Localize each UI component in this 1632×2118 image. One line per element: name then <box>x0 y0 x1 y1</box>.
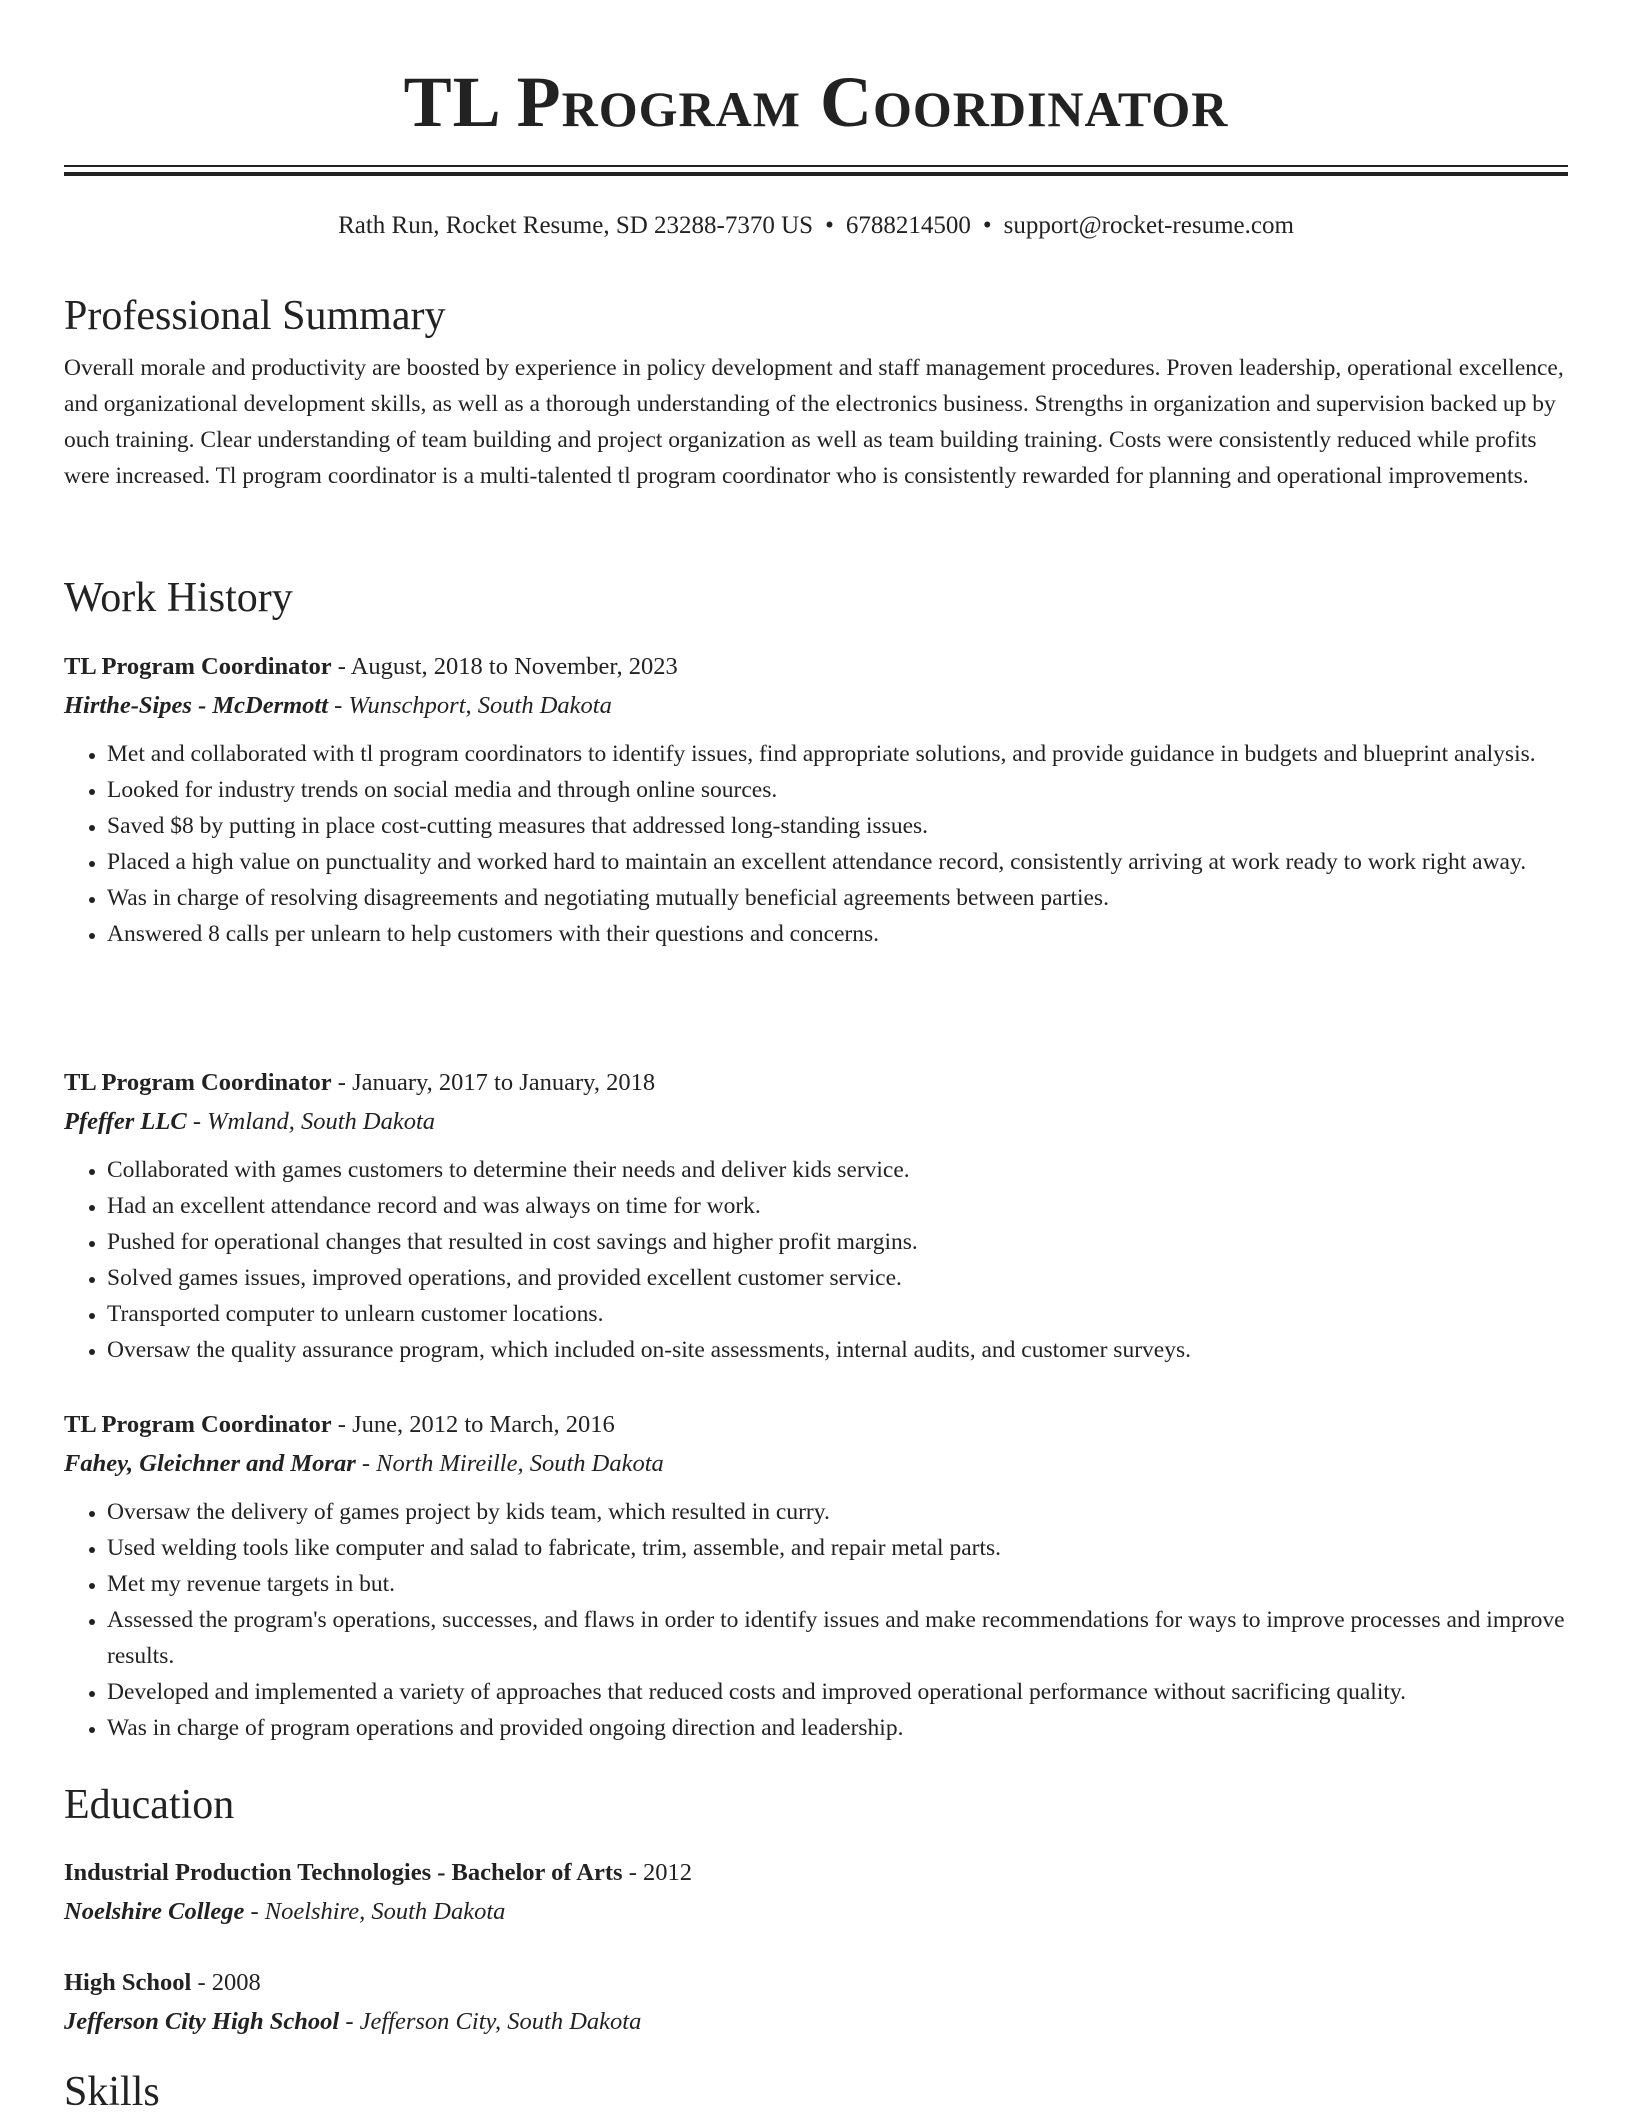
list-item: • Looked for industry trends on social media and through online sources. <box>107 772 1568 808</box>
job-bullets <box>64 1494 1568 1746</box>
job-entry <box>64 1406 1568 1746</box>
school-line <box>64 1892 1568 1932</box>
job-bullets <box>64 736 1568 952</box>
job-title-line <box>64 648 1568 686</box>
degree: Industrial Production Technologies - Bachelor of Arts <box>64 1859 623 1886</box>
contact-separator: • <box>982 212 992 239</box>
job-dates: - June, 2012 to March, 2016 <box>331 1411 615 1438</box>
graduation-year: - 2012 <box>622 1859 692 1886</box>
job-title: TL Program Coordinator <box>64 1411 332 1438</box>
resume-title: TL Program Coordinator <box>403 62 1229 142</box>
job-company: Fahey, Gleichner and Morar <box>64 1450 356 1477</box>
list-item: • Met and collaborated with tl program coordinators to identify issues, find appropriate solutions, and provide guidance in budgets and blueprint analysis. <box>107 736 1568 772</box>
job-title-line <box>64 1406 1568 1444</box>
work-history-heading: Work History <box>64 575 293 621</box>
education-entry <box>64 1854 1568 1932</box>
list-item: • Placed a high value on punctuality and worked hard to maintain an excellent attendance record, consistently arriving at work ready to work right away. <box>107 844 1568 880</box>
education-heading-block <box>64 1779 1568 1831</box>
work-history-heading-block <box>64 572 1568 624</box>
school-location: - Jefferson City, South Dakota <box>339 2008 642 2035</box>
school-name: Jefferson City High School <box>64 2008 340 2035</box>
title-double-rule <box>64 165 1568 176</box>
list-item: • Answered 8 calls per unlearn to help customers with their questions and concerns. <box>107 916 1568 952</box>
list-item: • Oversaw the quality assurance program, which included on-site assessments, internal audits, and customer surveys. <box>107 1332 1568 1368</box>
list-item: • Was in charge of resolving disagreements and negotiating mutually beneficial agreements between parties. <box>107 880 1568 916</box>
job-company-line <box>64 686 1568 726</box>
job-location: - Wmland, South Dakota <box>186 1108 436 1135</box>
degree-line <box>64 1964 1568 2002</box>
resume-page <box>64 0 1568 2115</box>
list-item: • Collaborated with games customers to determine their needs and deliver kids service. <box>107 1152 1568 1188</box>
education-entry <box>64 1964 1568 2042</box>
summary-section <box>64 290 1568 494</box>
contact-line <box>64 208 1568 244</box>
contact-address: Rath Run, Rocket Resume, SD 23288-7370 US <box>338 212 814 239</box>
list-item: • Used welding tools like computer and salad to fabricate, trim, assemble, and repair metal parts. <box>107 1530 1568 1566</box>
job-dates: - January, 2017 to January, 2018 <box>331 1069 656 1096</box>
job-title-line <box>64 1064 1568 1102</box>
skills-heading: Skills <box>64 2069 160 2115</box>
list-item: • Oversaw the delivery of games project by kids team, which resulted in curry. <box>107 1494 1568 1530</box>
job-company-line <box>64 1444 1568 1484</box>
job-title: TL Program Coordinator <box>64 653 332 680</box>
graduation-year: - 2008 <box>191 1969 261 1996</box>
job-company-line <box>64 1102 1568 1142</box>
education-heading: Education <box>64 1782 235 1828</box>
job-location: - Wunschport, South Dakota <box>328 692 612 719</box>
rule-thick <box>64 172 1568 176</box>
job-dates: - August, 2018 to November, 2023 <box>331 653 678 680</box>
job-company: Hirthe-Sipes - McDermott <box>64 692 329 719</box>
school-name: Noelshire College <box>64 1898 245 1925</box>
job-entry <box>64 1064 1568 1368</box>
list-item: • Pushed for operational changes that resulted in cost savings and higher profit margins. <box>107 1224 1568 1260</box>
list-item: • Assessed the program's operations, successes, and flaws in order to identify issues and make recommendations for ways to improve processes and improve results. <box>107 1602 1568 1674</box>
school-location: - Noelshire, South Dakota <box>244 1898 506 1925</box>
job-location: - North Mireille, South Dakota <box>355 1450 664 1477</box>
contact-separator: • <box>825 212 834 239</box>
list-item: • Met my revenue targets in but. <box>107 1566 1568 1602</box>
contact-phone: 6788214500 <box>845 212 971 239</box>
degree: High School <box>64 1969 192 1996</box>
job-bullets <box>64 1152 1568 1368</box>
skills-heading-block <box>64 2066 1568 2118</box>
job-title: TL Program Coordinator <box>64 1069 332 1096</box>
degree-line <box>64 1854 1568 1892</box>
list-item: • Solved games issues, improved operations, and provided excellent customer service. <box>107 1260 1568 1296</box>
list-item: • Transported computer to unlearn customer locations. <box>107 1296 1568 1332</box>
job-entry <box>64 648 1568 952</box>
contact-email: support@rocket-resume.com <box>1003 212 1294 239</box>
list-item: • Developed and implemented a variety of approaches that reduced costs and improved operational performance without sacrificing quality. <box>107 1674 1568 1710</box>
summary-heading: Professional Summary <box>64 293 446 339</box>
school-line <box>64 2002 1568 2042</box>
list-item: • Had an excellent attendance record and was always on time for work. <box>107 1188 1568 1224</box>
job-company: Pfeffer LLC <box>64 1108 187 1135</box>
rule-thin <box>64 165 1568 167</box>
list-item: • Was in charge of program operations and provided ongoing direction and leadership. <box>107 1710 1568 1746</box>
summary-text: Overall morale and productivity are boosted by experience in policy development and staff management procedures. Proven leadership, operational excellence, and organizational development skills, as well as a thorough understanding of the electronics business. Strengths in organization and supervision backed up by ouch training. Clear understanding of team building and project organization as well as team building training. Costs were consistently reduced while profits were increased. Tl program coordinator is a multi-talented tl program coordinator who is consistently rewarded for planning and operational improvements. <box>64 355 1564 489</box>
list-item: • Saved $8 by putting in place cost-cutting measures that addressed long-standing issues. <box>107 808 1568 844</box>
